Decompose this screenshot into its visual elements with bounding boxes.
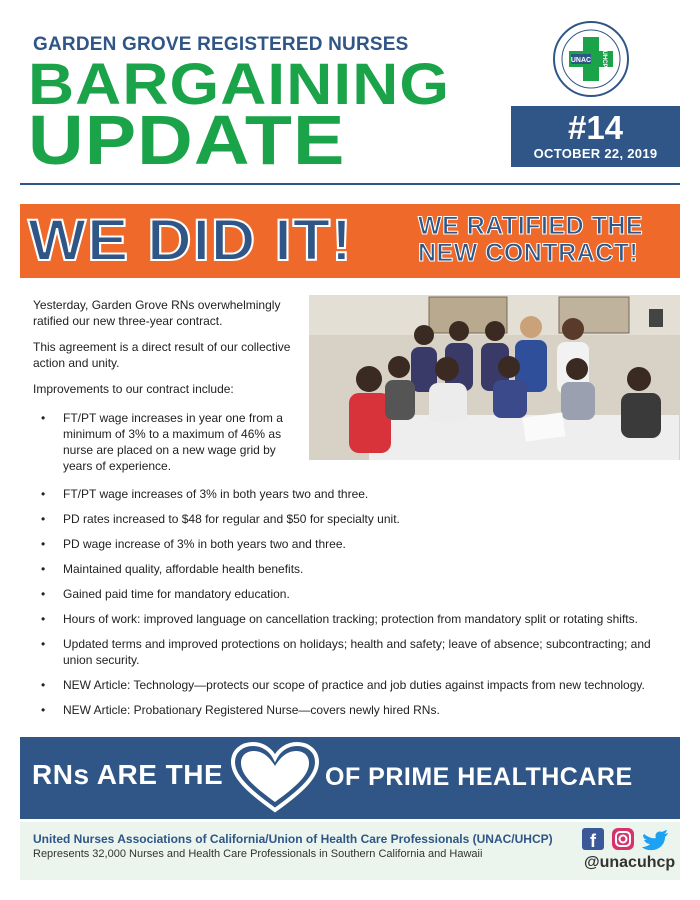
- list-item: • NEW Article: Technology—protects our scope of practice and job duties against impacts from new technology.: [33, 677, 683, 693]
- heart-icon: [229, 740, 321, 816]
- instagram-icon[interactable]: [612, 828, 634, 850]
- slogan-right: OF PRIME HEALTHCARE: [325, 763, 633, 791]
- list-item: • Gained paid time for mandatory education.: [33, 586, 683, 602]
- nurses-group-photo: [309, 295, 680, 460]
- list-item: • Hours of work: improved language on cancellation tracking; protection from mandatory split or rotating shifts.: [33, 611, 683, 627]
- slogan-banner: [20, 737, 680, 819]
- banner-line2: NEW CONTRACT!: [418, 239, 639, 267]
- twitter-icon[interactable]: [642, 830, 668, 850]
- footer-org: United Nurses Associations of California/Union of Health Care Professionals (UNAC/UHCP): [33, 832, 553, 846]
- banner-line1: WE RATIFIED THE: [418, 212, 644, 240]
- social-handle: @unacuhcp: [584, 854, 676, 871]
- svg-text:f: f: [590, 831, 596, 851]
- footer-represents: Represents 32,000 Nurses and Health Care Professionals in Southern California and Hawaii: [33, 848, 483, 860]
- intro-paragraph-2: This agreement is a direct result of our collective action and unity.: [33, 340, 291, 370]
- newsletter-subtitle: GARDEN GROVE REGISTERED NURSES: [33, 34, 409, 55]
- ratified-banner: [20, 204, 680, 278]
- footer-info: [20, 822, 680, 880]
- banner-subheadline: [418, 213, 643, 267]
- list-item: • Updated terms and improved protections on holidays; health and safety; leave of absence; subcontracting; and union security.: [33, 636, 683, 668]
- issue-box: [511, 106, 680, 167]
- facebook-icon[interactable]: [582, 828, 604, 851]
- svg-text:UHCP: UHCP: [601, 50, 607, 68]
- intro-paragraph-3: Improvements to our contract include:: [33, 382, 234, 396]
- list-item: • FT/PT wage increases in year one from a minimum of 3% to a maximum of 46% as nurse are placed on a new wage grid by years of experience.: [33, 410, 305, 474]
- improvements-list: [33, 486, 683, 727]
- list-item: • FT/PT wage increases of 3% in both years two and three.: [33, 486, 683, 502]
- issue-date: OCTOBER 22, 2019: [533, 146, 658, 161]
- list-item: • PD rates increased to $48 for regular and $50 for specialty unit.: [33, 511, 683, 527]
- improvements-list-top: [33, 410, 305, 483]
- social-icons: [582, 826, 674, 852]
- intro-paragraph-1: Yesterday, Garden Grove RNs overwhelmingly ratified our new three-year contract.: [33, 298, 281, 328]
- intro-text: [33, 297, 303, 407]
- list-item: • PD wage increase of 3% in both years two and three.: [33, 536, 683, 552]
- svg-text:UNAC: UNAC: [570, 57, 592, 64]
- banner-headline: WE DID IT!: [28, 208, 353, 273]
- header-divider: [20, 183, 680, 185]
- list-item: • NEW Article: Probationary Registered Nurse—covers newly hired RNs.: [33, 702, 683, 718]
- issue-number: #14: [567, 109, 624, 146]
- title-update: UPDATE: [28, 101, 346, 179]
- title-bargaining: BARGAINING: [28, 52, 451, 117]
- list-item: • Maintained quality, affordable health benefits.: [33, 561, 683, 577]
- slogan-left: RNs ARE THE: [32, 759, 224, 790]
- unac-uhcp-logo: [552, 20, 630, 98]
